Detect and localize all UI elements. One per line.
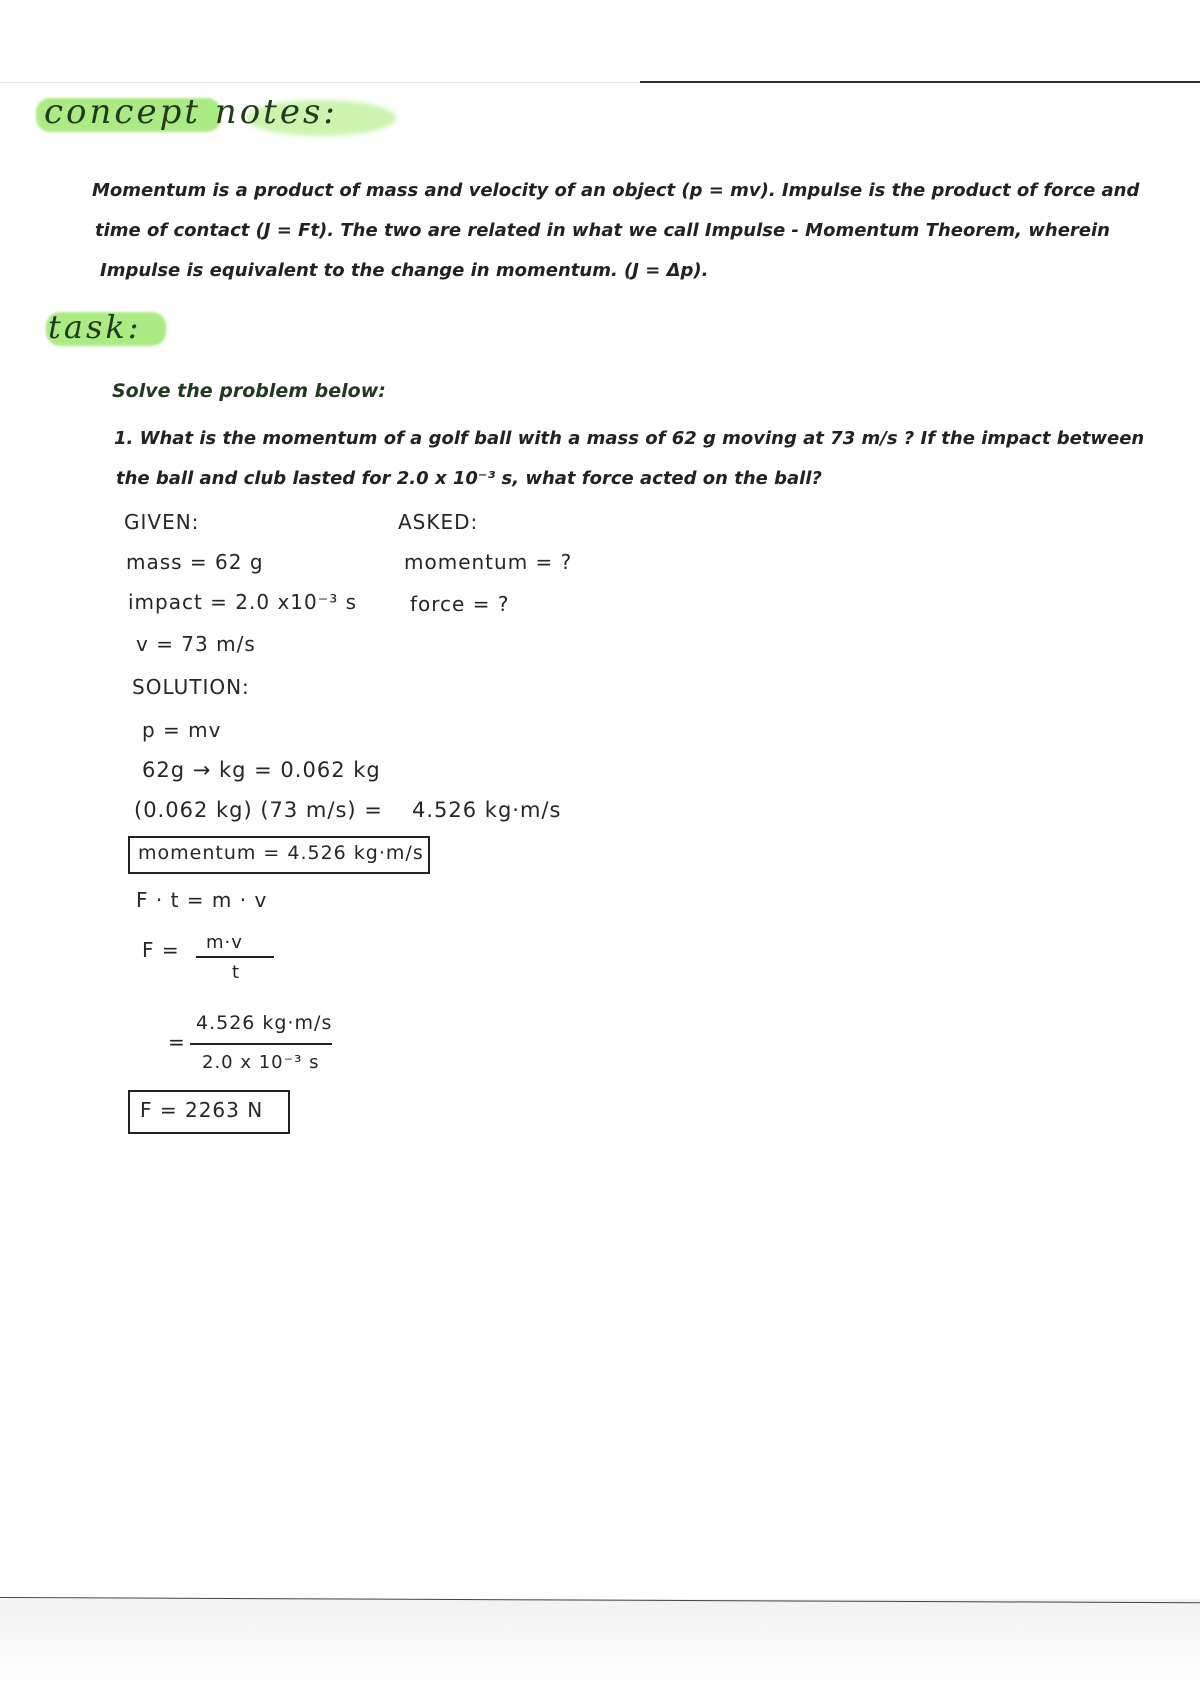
task-heading: task:: [48, 308, 142, 346]
solution-label: SOLUTION:: [132, 675, 250, 699]
substitution-denominator: 2.0 x 10⁻³ s: [202, 1052, 320, 1073]
page-bottom-shadow: [0, 1599, 1200, 1698]
question-line-1: 1. What is the momentum of a golf ball with a mass of 62 g moving at 73 m/s ? If the impact between: [114, 428, 1145, 449]
given-velocity: v = 73 m/s: [136, 632, 256, 656]
force-answer: F = 2263 N: [140, 1098, 264, 1122]
given-label: GIVEN:: [124, 510, 200, 534]
momentum-answer: momentum = 4.526 kg·m/s: [138, 842, 424, 864]
force-fraction-bar: [196, 956, 274, 958]
solution-calc: (0.062 kg) (73 m/s) =: [134, 798, 383, 822]
solution-calc-result: 4.526 kg·m/s: [412, 798, 562, 822]
force-denominator: t: [232, 962, 241, 983]
given-impact: impact = 2.0 x10⁻³ s: [128, 590, 358, 614]
asked-momentum: momentum = ?: [404, 550, 573, 574]
concept-line-3: Impulse is equivalent to the change in momentum. (J = Δp).: [100, 260, 709, 281]
page-top-edge: [640, 81, 1200, 83]
asked-label: ASKED:: [398, 510, 479, 534]
force-numerator: m·v: [206, 932, 243, 953]
substitution-fraction-bar: [190, 1043, 332, 1045]
task-instruction: Solve the problem below:: [112, 380, 386, 402]
given-mass: mass = 62 g: [126, 550, 264, 574]
solution-conversion: 62g → kg = 0.062 kg: [142, 758, 381, 782]
substitution-numerator: 4.526 kg·m/s: [196, 1012, 333, 1034]
concept-line-2: time of contact (J = Ft). The two are related in what we call Impulse - Momentum Theorem, wherein: [95, 220, 1110, 241]
relation: F · t = m · v: [136, 888, 268, 912]
concept-line-1: Momentum is a product of mass and velocity of an object (p = mv). Impulse is the product of force and: [92, 180, 1140, 201]
force-lhs: F =: [142, 938, 180, 962]
substitution-eq-sign: =: [168, 1030, 186, 1054]
question-line-2: the ball and club lasted for 2.0 x 10⁻³ s, what force acted on the ball?: [116, 468, 822, 489]
concept-notes-heading: concept notes:: [44, 92, 338, 132]
solution-formula: p = mv: [142, 718, 222, 742]
asked-force: force = ?: [410, 592, 510, 616]
